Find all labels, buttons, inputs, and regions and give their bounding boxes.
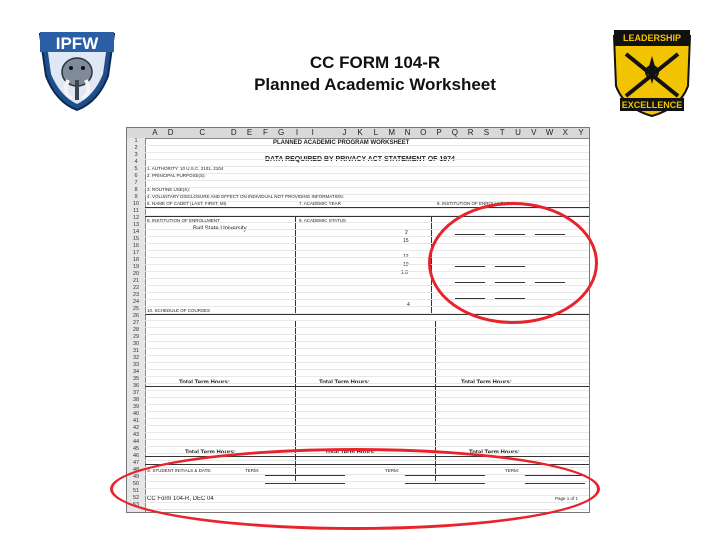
- value-cell-4: 10: [403, 262, 409, 268]
- column-header[interactable]: R: [467, 128, 474, 137]
- column-header[interactable]: G: [278, 128, 285, 137]
- grid-line: [145, 404, 589, 405]
- column-header[interactable]: S: [483, 128, 490, 137]
- row-header[interactable]: 33: [132, 362, 140, 368]
- term-label-3: TERM:: [505, 468, 519, 473]
- cadet-name-label: 5. NAME OF CADET (LAST, FIRST, MI): [147, 201, 227, 206]
- grid-line: [145, 376, 589, 377]
- svg-text:IPFW: IPFW: [55, 34, 99, 53]
- row-header[interactable]: 1: [134, 138, 138, 144]
- row-header[interactable]: 49: [132, 474, 140, 480]
- highlight-oval-right-panel: [428, 202, 598, 324]
- row-header[interactable]: 28: [132, 327, 140, 333]
- highlight-oval-signature: [110, 448, 600, 530]
- row-header[interactable]: 31: [132, 348, 140, 354]
- row-header[interactable]: 15: [132, 236, 140, 242]
- row-header[interactable]: 44: [132, 439, 140, 445]
- term-hours-5: Total Term Hours:: [325, 450, 376, 456]
- column-header[interactable]: K: [357, 128, 363, 137]
- grid-line: [145, 348, 589, 349]
- row-header[interactable]: 5: [134, 166, 138, 172]
- row-header[interactable]: 10: [132, 201, 140, 207]
- grid-line: [145, 446, 589, 447]
- term-hours-1: Total Term Hours:: [179, 380, 230, 386]
- student-initials-label: S. STUDENT INITIALS & DATE:: [147, 468, 212, 473]
- voluntary-disclosure-text: 4. VOLUNTARY DISCLOSURE AND EFFECT ON INDIVIDUAL NOT PROVIDING INFORMATION:: [147, 194, 344, 199]
- column-header[interactable]: D: [230, 128, 237, 137]
- row-header[interactable]: 22: [132, 285, 140, 291]
- term-label-2: TERM:: [385, 468, 399, 473]
- row-header[interactable]: 43: [132, 432, 140, 438]
- row-header[interactable]: 24: [132, 299, 140, 305]
- authority-text: 1. AUTHORITY: 10 U.S.C. 2101, 2104: [147, 166, 224, 171]
- grid-line: [145, 173, 589, 174]
- row-header[interactable]: 50: [132, 481, 140, 487]
- column-header[interactable]: P: [436, 128, 442, 137]
- routine-uses-text: 3. ROUTINE USE(S):: [147, 187, 191, 192]
- row-header[interactable]: 9: [134, 194, 138, 200]
- form-heading: PLANNED ACADEMIC PROGRAM WORKSHEET: [273, 140, 410, 146]
- value-cell-6: 4: [407, 302, 410, 308]
- row-header[interactable]: 13: [132, 222, 140, 228]
- row-header[interactable]: 27: [132, 320, 140, 326]
- row-header[interactable]: 46: [132, 453, 140, 459]
- grid-line: [145, 369, 589, 370]
- value-cell-3: 12: [403, 254, 409, 260]
- grid-line: [145, 397, 589, 398]
- row-header[interactable]: 18: [132, 257, 140, 263]
- row-header[interactable]: 23: [132, 292, 140, 298]
- row-header[interactable]: 38: [132, 397, 140, 403]
- row-header[interactable]: 16: [132, 243, 140, 249]
- ipfw-logo: [32, 20, 122, 112]
- grid-line: [145, 159, 589, 160]
- academic-year-label: 7. ACADEMIC YEAR: [299, 201, 341, 206]
- grid-line: [145, 166, 589, 167]
- row-header[interactable]: 7: [134, 180, 138, 186]
- value-cell-1: 2: [405, 230, 408, 236]
- grid-line: [145, 383, 589, 384]
- column-header[interactable]: T: [499, 128, 505, 137]
- row-header[interactable]: 47: [132, 460, 140, 466]
- grid-line: [145, 411, 589, 412]
- row-header[interactable]: 34: [132, 369, 140, 375]
- row-header[interactable]: 21: [132, 278, 140, 284]
- column-header[interactable]: F: [262, 128, 268, 137]
- row-header-bar: [127, 138, 146, 512]
- grid-line: [145, 180, 589, 181]
- title-line-2: Planned Academic Worksheet: [254, 75, 496, 94]
- row-header[interactable]: 42: [132, 425, 140, 431]
- column-header[interactable]: I: [311, 128, 314, 137]
- row-header[interactable]: 17: [132, 250, 140, 256]
- grid-line: [145, 152, 589, 153]
- row-header[interactable]: 30: [132, 341, 140, 347]
- row-header[interactable]: 19: [132, 264, 140, 270]
- column-header[interactable]: O: [420, 128, 427, 137]
- status-label: 9. ACADEMIC STATUS: [299, 218, 346, 223]
- term-hours-6: Total Term Hours:: [469, 450, 520, 456]
- row-header[interactable]: 45: [132, 446, 140, 452]
- row-header[interactable]: 11: [133, 208, 139, 214]
- row-header[interactable]: 6: [134, 173, 138, 179]
- value-cell-5: 1.0: [401, 270, 408, 276]
- column-header[interactable]: E: [246, 128, 253, 137]
- school-value: Ball State University: [193, 226, 247, 232]
- grid-line: [145, 145, 589, 146]
- school-label-right: 8. INSTITUTION OF ENROLLMENT: [437, 201, 510, 206]
- column-header[interactable]: N: [404, 128, 411, 137]
- row-header[interactable]: 40: [132, 411, 140, 417]
- column-header[interactable]: U: [515, 128, 521, 137]
- row-header[interactable]: 36: [132, 383, 140, 389]
- column-header[interactable]: Q: [451, 128, 458, 137]
- column-header[interactable]: M: [388, 128, 395, 137]
- column-header[interactable]: J: [342, 128, 347, 137]
- value-cell-2: 15: [403, 238, 409, 244]
- column-header[interactable]: V: [531, 128, 537, 137]
- row-header[interactable]: 2: [134, 145, 138, 151]
- row-header[interactable]: 52: [132, 495, 140, 501]
- row-header[interactable]: 14: [132, 229, 140, 235]
- row-header[interactable]: 25: [132, 306, 140, 312]
- grid-line: [145, 362, 589, 363]
- row-header[interactable]: 20: [132, 271, 140, 277]
- grid-line: [145, 390, 589, 391]
- row-header[interactable]: 41: [132, 418, 140, 424]
- column-header[interactable]: W: [545, 128, 554, 137]
- row-header[interactable]: 8: [134, 187, 138, 193]
- column-header[interactable]: C: [199, 128, 206, 137]
- principal-purpose-text: 2. PRINCIPAL PURPOSE(S):: [147, 173, 206, 178]
- row-header[interactable]: 29: [132, 334, 140, 340]
- slide-title: [180, 52, 570, 96]
- institution-label: 8. INSTITUTION OF ENROLLMENT: [147, 218, 220, 223]
- column-header[interactable]: X: [562, 128, 568, 137]
- column-header[interactable]: L: [373, 128, 379, 137]
- row-header[interactable]: 3: [134, 152, 138, 158]
- term-hours-2: Total Term Hours:: [319, 380, 370, 386]
- grid-line: [145, 425, 589, 426]
- svg-text:EXCELLENCE: EXCELLENCE: [621, 100, 683, 110]
- row-header[interactable]: 12: [132, 215, 140, 221]
- leadership-excellence-logo: [610, 26, 694, 118]
- svg-text:LEADERSHIP: LEADERSHIP: [622, 33, 682, 43]
- row-header[interactable]: 39: [132, 404, 140, 410]
- row-header[interactable]: 35: [132, 376, 140, 382]
- grid-line: [145, 341, 589, 342]
- grid-line: [145, 432, 589, 433]
- term-hours-4: Total Term Hours:: [185, 450, 236, 456]
- courses-label: 10. SCHEDULE OF COURSES: [147, 308, 211, 313]
- row-header[interactable]: 51: [132, 488, 140, 494]
- privacy-heading: DATA REQUIRED BY PRIVACY ACT STATEMENT OF 1974: [265, 156, 455, 163]
- row-header[interactable]: 53: [132, 502, 140, 508]
- term-hours-3: Total Term Hours:: [461, 380, 512, 386]
- column-header[interactable]: I: [295, 128, 299, 137]
- grid-line: [145, 194, 589, 195]
- form-footer: CC Form 104-R, DEC 04: [147, 496, 214, 502]
- grid-line: [145, 327, 589, 328]
- column-header[interactable]: A: [152, 128, 158, 137]
- grid-line: [145, 439, 589, 440]
- row-header[interactable]: 37: [132, 390, 140, 396]
- grid-line: [145, 355, 589, 356]
- grid-line: [145, 187, 589, 188]
- title-line-1: CC FORM 104-R: [309, 53, 441, 72]
- row-header[interactable]: 26: [132, 313, 140, 319]
- grid-line: [145, 334, 589, 335]
- page-footer: Page 1 of 1: [555, 496, 579, 501]
- term-label-1: TERM:: [245, 468, 259, 473]
- row-header[interactable]: 4: [134, 159, 138, 165]
- column-header[interactable]: D: [167, 128, 174, 137]
- row-header[interactable]: 32: [132, 355, 140, 361]
- column-header[interactable]: Y: [578, 128, 584, 137]
- grid-line: [145, 418, 589, 419]
- row-header[interactable]: 48: [132, 467, 140, 473]
